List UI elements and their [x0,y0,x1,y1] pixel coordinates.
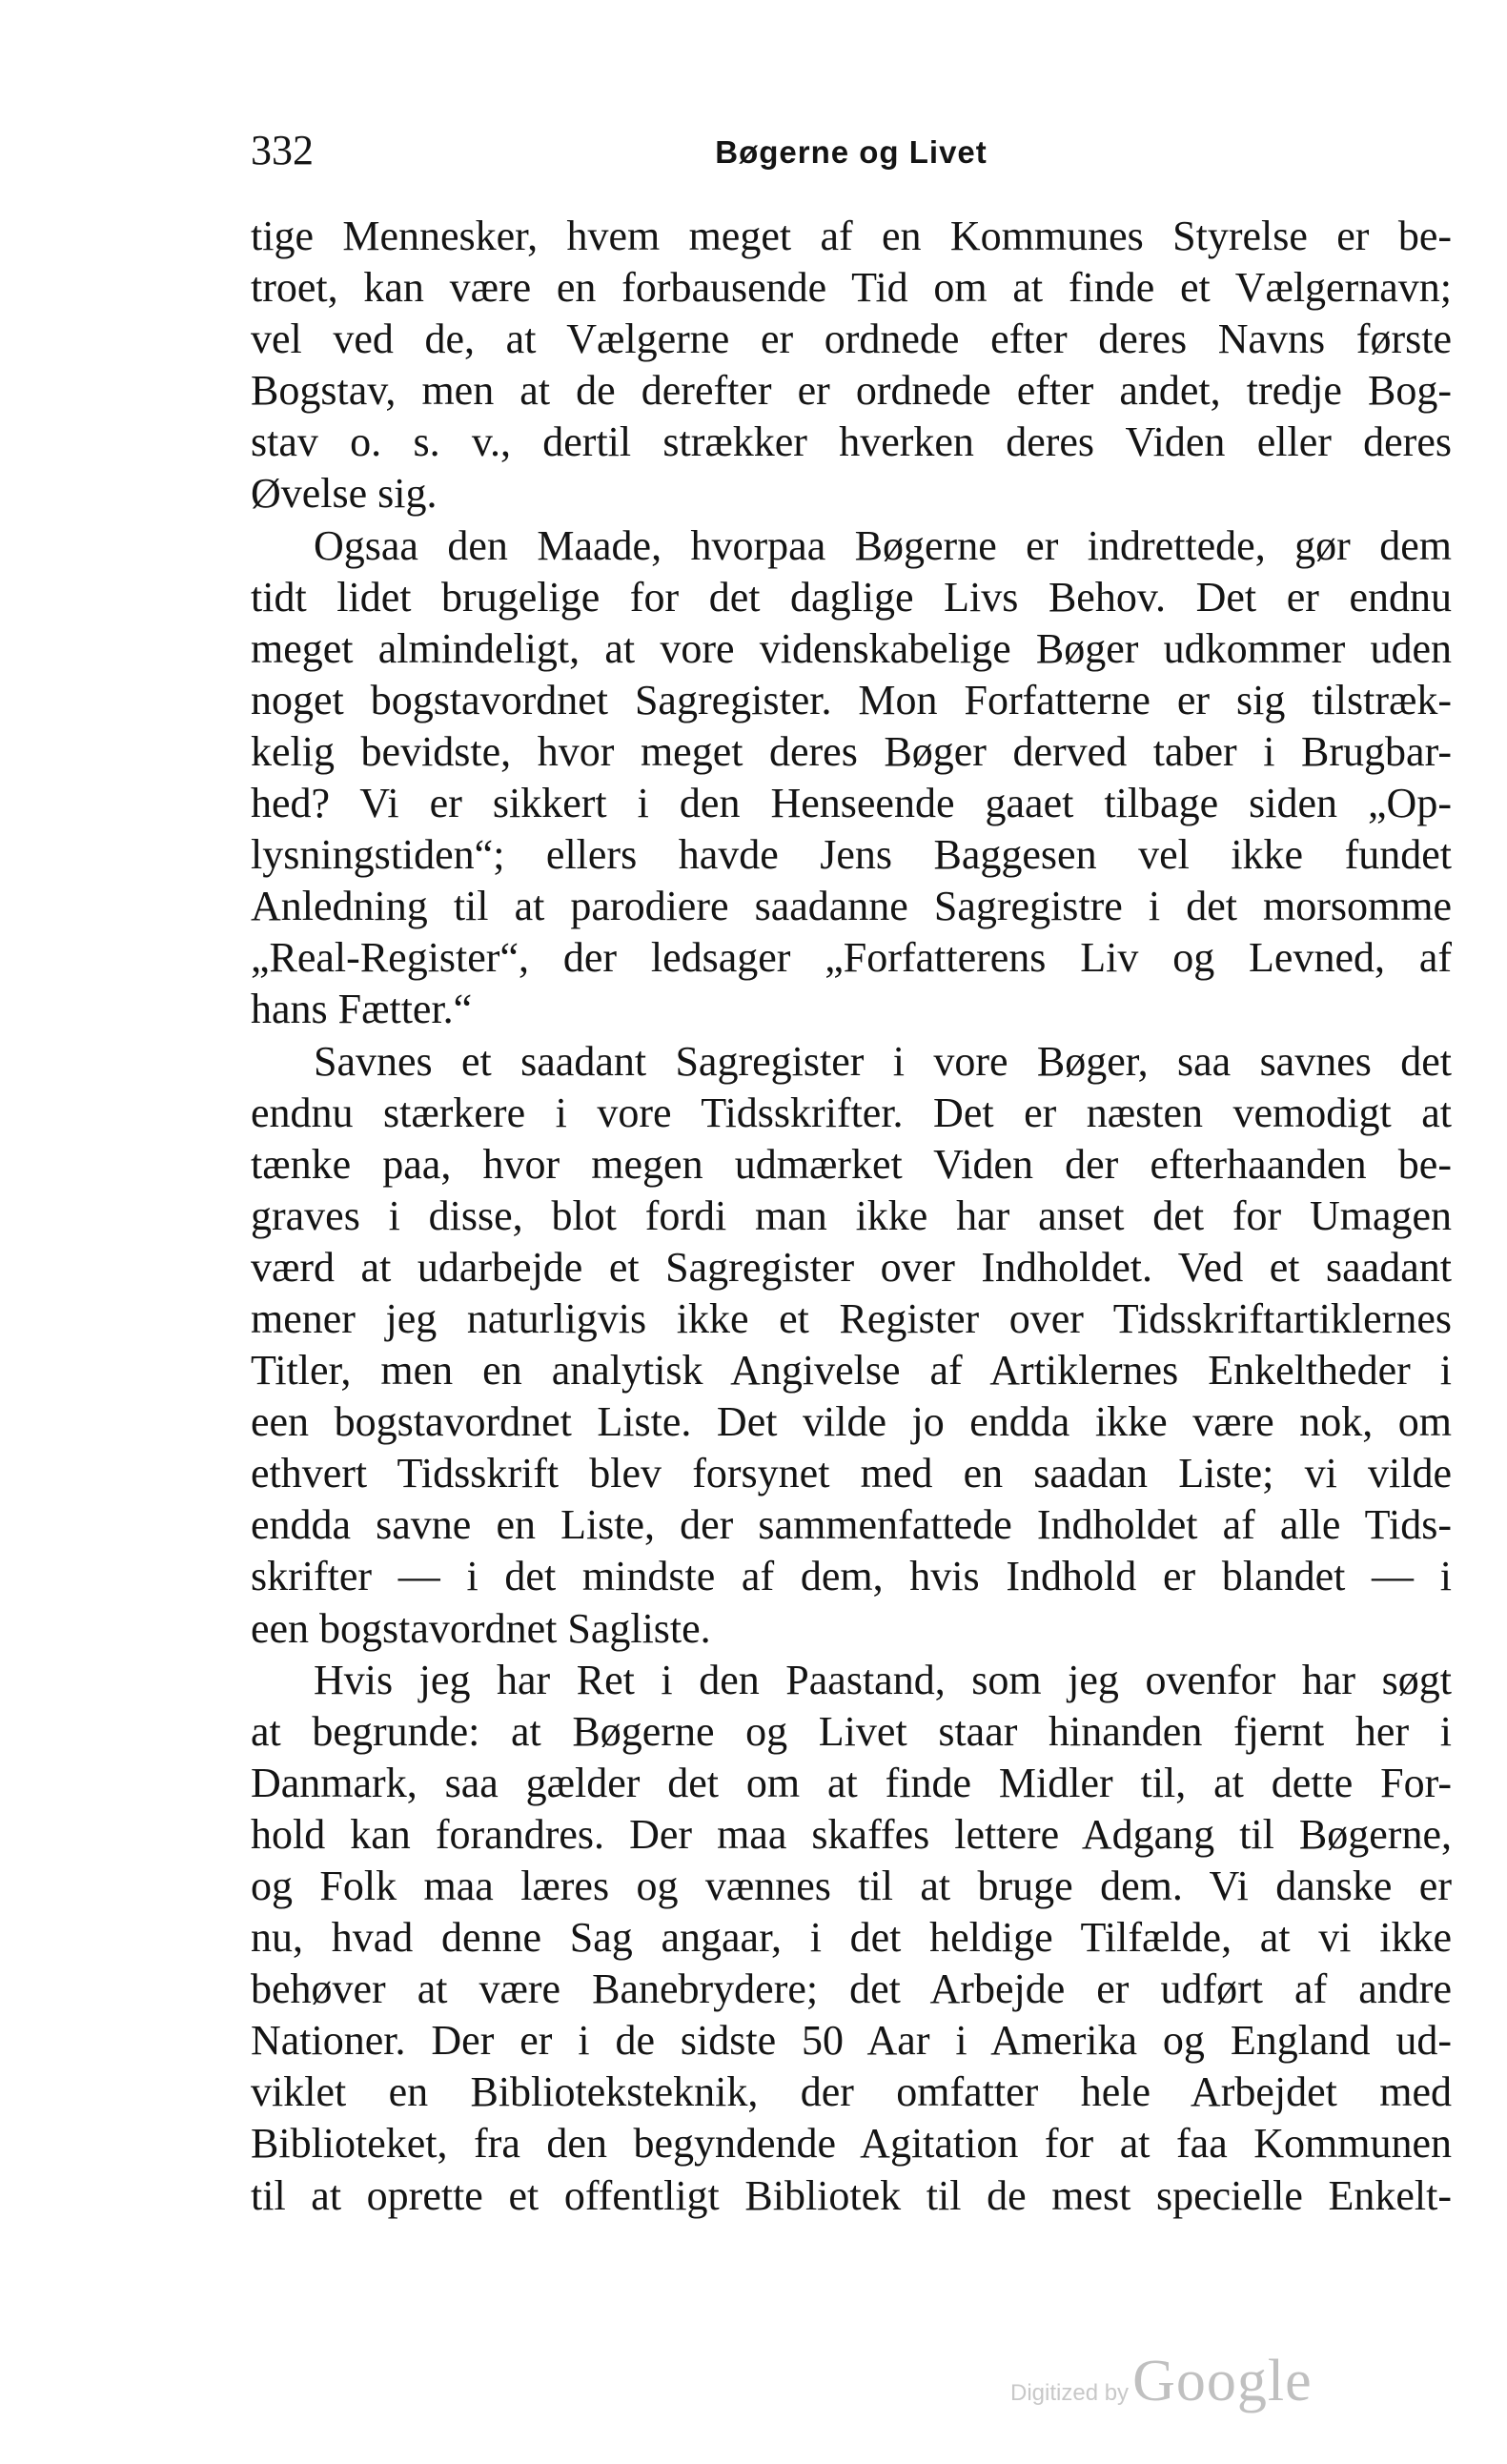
text-line: behøver at være Banebrydere; det Arbejde er udført af andre [251,1965,1452,2013]
text-line: Savnes et saadant Sagregister i vore Bøger, saa savnes det [314,1037,1452,1085]
text-line: Titler, men en analytisk Angivelse af Artiklernes Enkeltheder i [251,1347,1452,1395]
text-line: lysningstiden“; ellers havde Jens Baggesen vel ikke fundet [251,831,1452,879]
text-line: hed? Vi er sikkert i den Henseende gaaet tilbage siden „Op- [251,780,1452,827]
text-line: troet, kan være en forbausende Tid om at finde et Vælgernavn; [251,264,1452,312]
running-head [251,122,1452,179]
text-line: Nationer. Der er i de sidste 50 Aar i Amerika og England ud- [251,2017,1452,2065]
text-line: meget almindeligt, at vore videnskabelige Bøger udkommer uden [251,624,1452,672]
text-line: endnu stærkere i vore Tidsskrifter. Det er næsten vemodigt at [251,1089,1452,1136]
text-line: nu, hvad denne Sag angaar, i det heldige Tilfælde, at vi ikke [251,1914,1452,1962]
text-line: ethvert Tidsskrift blev forsynet med en saadan Liste; vi vilde [251,1450,1452,1497]
text-line: tige Mennesker, hvem meget af en Kommunes Styrelse er be- [251,213,1452,259]
text-line: tidt lidet brugelige for det daglige Livs Behov. Det er endnu [251,573,1452,621]
text-line: stav o. s. v., dertil strækker hverken deres Viden eller deres [251,418,1452,466]
text-line: „Real-Register“, der ledsager „Forfatterens Liv og Levned, af [251,934,1452,982]
text-line: viklet en Biblioteksteknik, der omfatter hele Arbejdet med [251,2068,1452,2116]
text-line: Bogstav, men at de derefter er ordnede efter andet, tredje Bog- [251,367,1452,415]
digitized-by-google-watermark [1010,2348,1411,2414]
body-text [251,211,1452,2222]
text-line: Øvelse sig. [251,470,438,518]
text-line: graves i disse, blot fordi man ikke har anset det for Umagen [251,1191,1452,1239]
text-line: Hvis jeg har Ret i den Paastand, som jeg ovenfor har søgt [314,1656,1452,1703]
text-line: hold kan forandres. Der maa skaffes lettere Adgang til Bøgerne, [251,1810,1452,1858]
page-number: 332 [251,127,314,173]
text-line: Ogsaa den Maade, hvorpaa Bøgerne er indrettede, gør dem [314,521,1452,569]
text-line: een bogstavordnet Sagliste. [251,1604,711,1652]
text-line: og Folk maa læres og vænnes til at bruge dem. Vi danske er [251,1863,1452,1909]
google-logo: Google [1132,2349,1313,2413]
running-title: Bøgerne og Livet [715,134,988,170]
text-line: værd at udarbejde et Sagregister over Indholdet. Ved et saadant [251,1243,1452,1291]
text-line: kelig bevidste, hvor meget deres Bøger derved taber i Brugbar- [251,727,1452,775]
text-line: til at oprette et offentligt Bibliotek til de mest specielle Enkelt- [251,2171,1452,2219]
text-line: vel ved de, at Vælgerne er ordnede efter deres Navns første [251,316,1452,363]
text-line: noget bogstavordnet Sagregister. Mon Forfatterne er sig tilstræk- [251,676,1452,723]
text-line: hans Fætter.“ [251,986,473,1033]
text-line: at begrunde: at Bøgerne og Livet staar hinanden fjernt her i [251,1707,1452,1755]
text-line: skrifter — i det mindste af dem, hvis Indhold er blandet — i [251,1553,1452,1600]
text-line: een bogstavordnet Liste. Det vilde jo endda ikke være nok, om [251,1398,1452,1446]
text-line: mener jeg naturligvis ikke et Register over Tidsskriftartiklernes [251,1294,1452,1342]
text-line: Biblioteket, fra den begyndende Agitation for at faa Kommunen [251,2120,1452,2168]
text-line: endda savne en Liste, der sammenfattede Indholdet af alle Tids- [251,1501,1452,1549]
text-line: Danmark, saa gælder det om at finde Midler til, at dette For- [251,1759,1452,1806]
text-line: tænke paa, hvor megen udmærket Viden der efterhaanden be- [251,1140,1452,1188]
digitized-by-label: Digitized by [1010,2380,1130,2406]
text-line: Anledning til at parodiere saadanne Sagregistre i det morsomme [251,883,1452,930]
